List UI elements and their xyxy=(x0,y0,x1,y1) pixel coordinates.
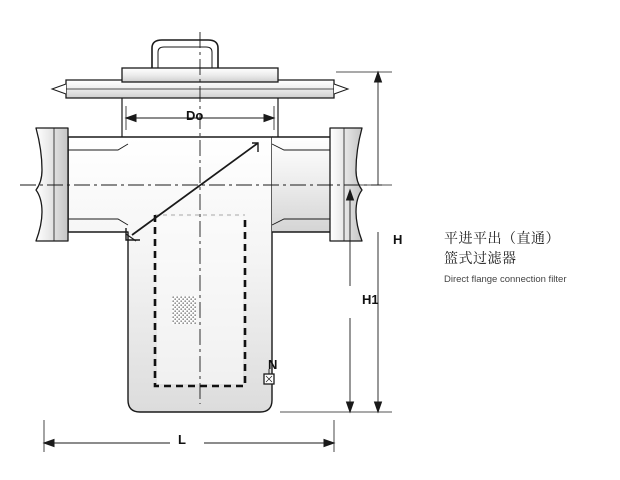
caption-english: Direct flange connection filter xyxy=(444,274,567,285)
dimension-label-l: L xyxy=(178,432,186,447)
drain-port-n xyxy=(264,374,274,384)
dimension-label-do: Do xyxy=(186,108,204,123)
caption-block xyxy=(444,228,612,287)
dimension-h xyxy=(280,72,392,412)
dimension-label-h1: H1 xyxy=(362,292,379,307)
right-flange xyxy=(330,128,362,241)
left-flange xyxy=(36,128,68,241)
dimension-label-h: H xyxy=(393,232,403,247)
dimension-label-n: N xyxy=(268,357,278,372)
dimension-l xyxy=(44,420,334,452)
caption-chinese-line-2: 篮式过滤器 xyxy=(444,250,517,266)
caption-chinese-line-1: 平进平出（直通） xyxy=(444,230,560,246)
